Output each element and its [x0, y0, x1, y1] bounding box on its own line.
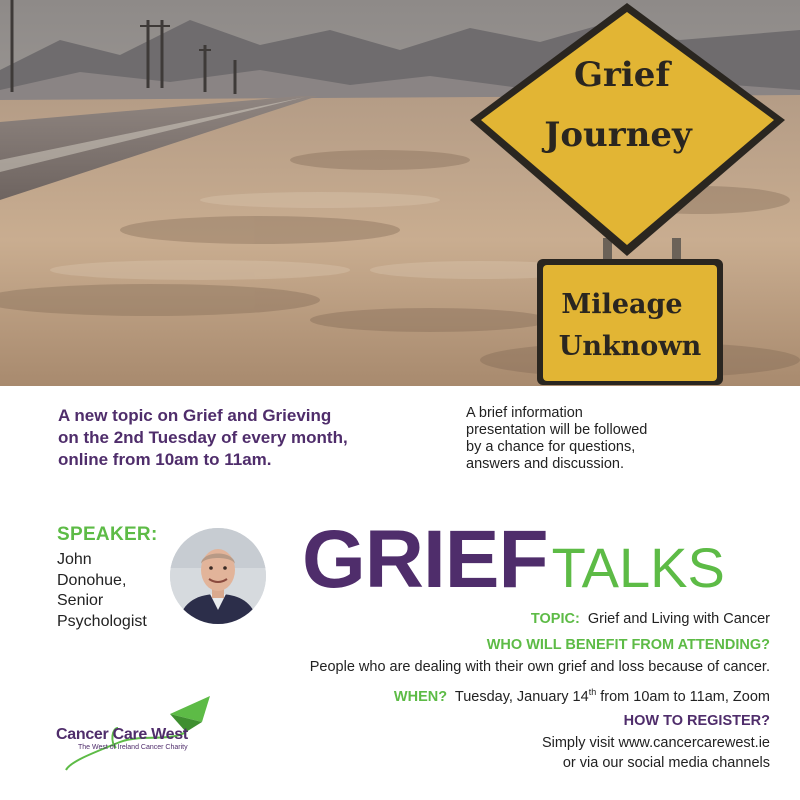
speaker-name-line: Senior: [57, 592, 104, 609]
register-instructions: Simply visit www.cancercarewest.ie: [541, 735, 770, 751]
speaker-name-line: Psychologist: [57, 612, 147, 630]
svg-text:Mileage: Mileage: [561, 289, 683, 320]
speaker-name-line: Donohue,: [57, 571, 127, 589]
description-line: answers and discussion.: [466, 456, 624, 472]
logo-name: Cancer Care West: [56, 726, 188, 743]
when-date-suffix: th: [588, 687, 597, 697]
register-alternative: or via our social media channels: [562, 755, 770, 771]
road-sign-photo: [0, 0, 800, 386]
intro-line: A new topic on Grief and Grieving: [58, 406, 332, 425]
benefit-label: WHO WILL BENEFIT FROM ATTENDING?: [486, 637, 770, 653]
intro-line: online from 10am to 11am.: [58, 450, 272, 469]
intro-description: [466, 405, 726, 473]
mileage-unknown-sign: [537, 259, 723, 385]
when-label: WHEN?: [393, 688, 448, 705]
title-grief: GRIEF: [302, 514, 548, 605]
page-title: [302, 514, 725, 605]
speaker-name: [57, 550, 177, 632]
description-line: presentation will be followed: [466, 422, 648, 438]
intro-line: on the 2nd Tuesday of every month,: [58, 428, 348, 447]
topic-value: Grief and Living with Cancer: [587, 611, 770, 627]
svg-text:Journey: Journey: [544, 115, 692, 155]
svg-text:Unknown: Unknown: [558, 331, 702, 362]
when-time: from 10am to 11am, Zoom: [596, 688, 770, 705]
description-line: A brief information: [466, 405, 583, 421]
speaker-avatar: [170, 528, 266, 624]
topic-label: TOPIC:: [530, 611, 580, 627]
speaker-name-line: John: [57, 551, 92, 568]
topic-row: [531, 611, 770, 627]
when-row: [394, 687, 770, 705]
hero-photo: [0, 0, 800, 386]
title-talks: TALKS: [551, 536, 725, 599]
when-date: Tuesday, January 14: [454, 688, 589, 705]
speaker-portrait-icon: [170, 528, 266, 624]
cancer-care-west-logo: [50, 692, 220, 772]
benefit-text: People who are dealing with their own grief and loss because of cancer.: [309, 659, 770, 675]
svg-text:Grief: Grief: [573, 55, 671, 95]
register-label: HOW TO REGISTER?: [623, 713, 770, 729]
intro-summary: [58, 405, 418, 471]
speaker-label: SPEAKER:: [57, 524, 158, 545]
logo-tagline: The West of Ireland Cancer Charity: [78, 744, 188, 751]
description-line: by a chance for questions,: [466, 439, 636, 455]
